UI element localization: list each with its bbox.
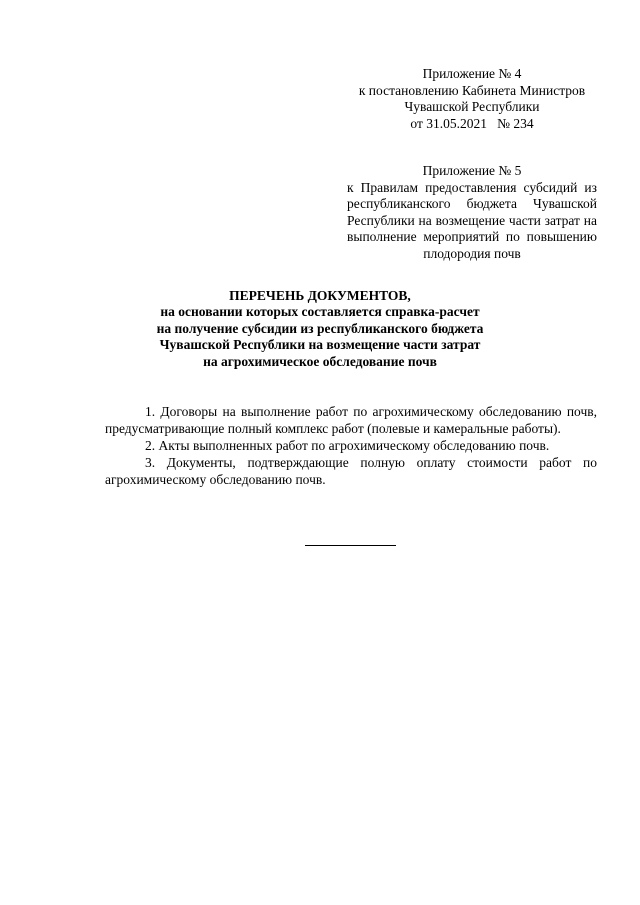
heading-line-4: на агрохимическое обследование почв [203, 353, 437, 369]
list-item: 2. Акты выполненных работ по агрохимическому обследованию почв. [145, 438, 550, 453]
appendix-5-title: Приложение № 5 [422, 163, 522, 178]
appendix-4-block [347, 66, 597, 132]
heading-line-3: Чувашской Республики на возмещение части затрат [159, 337, 481, 353]
heading-title: ПЕРЕЧЕНЬ ДОКУМЕНТОВ, [229, 288, 411, 303]
appendix-4-line-2: Чувашской Республики [404, 99, 540, 114]
appendix-4-line-3: от 31.05.2021 № 234 [410, 115, 534, 131]
list-item: 3. Документы, подтверждающие полную оплату стоимости работ по агрохимическому обследованию почв. [105, 455, 597, 487]
appendix-4-title: Приложение № 4 [422, 66, 522, 81]
appendix-4-line-1: к постановлению Кабинета Министров [358, 82, 586, 98]
documents-list [105, 403, 597, 488]
appendix-5-block [347, 163, 597, 262]
separator-line [305, 545, 396, 546]
document-heading [100, 288, 540, 370]
list-item: 1. Договоры на выполнение работ по агрохимическому обследованию почв, предусматривающие полный комплекс работ (полевые и камеральные работы). [105, 404, 597, 436]
heading-line-2: на получение субсидии из республиканского бюджета [156, 320, 484, 336]
appendix-5-body: к Правилам предоставления субсидий из республиканского бюджета Чувашской Республики на возмещение части затрат на выполнение мероприятий по повышению плодородия почв [347, 179, 597, 261]
heading-line-1: на основании которых составляется справка-расчет [160, 304, 480, 320]
